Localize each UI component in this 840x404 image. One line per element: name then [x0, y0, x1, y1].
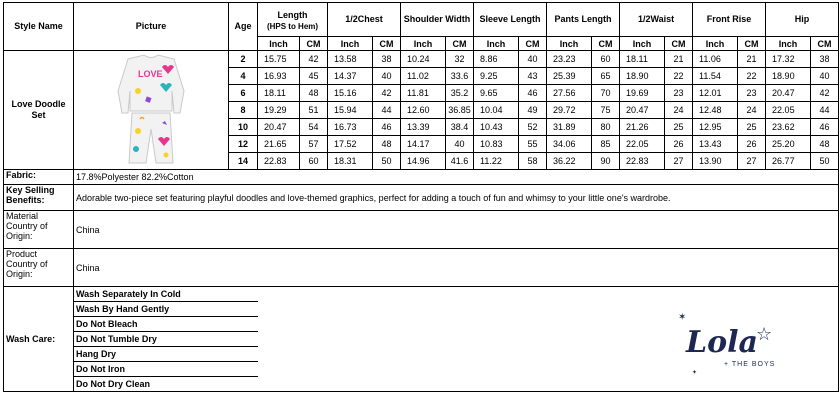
wash-item: Do Not Bleach	[74, 317, 258, 332]
header-hip: Hip	[766, 3, 839, 37]
value-cell: 22.05	[766, 102, 811, 119]
star-icon: ☆	[756, 324, 773, 345]
age-cell: 4	[229, 68, 258, 85]
value-cell: 48	[373, 136, 401, 153]
value-cell: 22.05	[620, 136, 665, 153]
value-cell: 9.65	[474, 85, 519, 102]
value-cell: 12.48	[693, 102, 738, 119]
value-cell: 23.62	[766, 119, 811, 136]
header-age: Age	[229, 3, 258, 51]
value-cell: 33.6	[446, 68, 474, 85]
header-picture: Picture	[74, 3, 229, 51]
unit-cm: CM	[811, 37, 839, 51]
value-cell: 27	[665, 153, 693, 170]
value-cell: 12.60	[401, 102, 446, 119]
value-cell: 85	[592, 136, 620, 153]
value-cell: 17.32	[766, 51, 811, 68]
wash-item: Wash Separately In Cold	[74, 287, 258, 302]
value-cell: 54	[300, 119, 328, 136]
value-cell: 18.90	[620, 68, 665, 85]
value-cell: 15.94	[328, 102, 373, 119]
value-cell: 57	[300, 136, 328, 153]
unit-inch: Inch	[258, 37, 300, 51]
value-cell: 18.90	[766, 68, 811, 85]
value-cell: 21.65	[258, 136, 300, 153]
value-cell: 20.47	[766, 85, 811, 102]
value-cell: 65	[592, 68, 620, 85]
value-cell: 8.86	[474, 51, 519, 68]
header-front-rise: Front Rise	[693, 3, 766, 37]
value-cell: 52	[519, 119, 547, 136]
value-cell: 11.54	[693, 68, 738, 85]
unit-inch: Inch	[620, 37, 665, 51]
value-cell: 18.31	[328, 153, 373, 170]
value-cell: 11.02	[401, 68, 446, 85]
brand-subtitle: + THE BOYS	[724, 361, 776, 368]
age-cell: 8	[229, 102, 258, 119]
doodle-outfit-image	[76, 51, 226, 169]
value-cell: 25	[665, 119, 693, 136]
value-cell: 11.81	[401, 85, 446, 102]
value-cell: 13.43	[693, 136, 738, 153]
value-cell: 36.85	[446, 102, 474, 119]
unit-cm: CM	[592, 37, 620, 51]
value-cell: 25	[738, 119, 766, 136]
value-cell: 36.22	[547, 153, 592, 170]
value-cell: 90	[592, 153, 620, 170]
product-picture	[74, 51, 229, 170]
value-cell: 50	[811, 153, 839, 170]
value-cell: 48	[300, 85, 328, 102]
value-cell: 35.2	[446, 85, 474, 102]
value-cell: 26	[738, 136, 766, 153]
unit-inch: Inch	[693, 37, 738, 51]
value-cell: 22.83	[620, 153, 665, 170]
value-cell: 43	[519, 68, 547, 85]
value-cell: 40	[811, 68, 839, 85]
value-cell: 26.77	[766, 153, 811, 170]
unit-inch: Inch	[474, 37, 519, 51]
value-cell: 22.83	[258, 153, 300, 170]
value-cell: 18.11	[258, 85, 300, 102]
value-cell: 51	[300, 102, 328, 119]
value-cell: 11.22	[474, 153, 519, 170]
unit-inch: Inch	[547, 37, 592, 51]
unit-cm: CM	[665, 37, 693, 51]
value-cell: 75	[592, 102, 620, 119]
unit-inch: Inch	[328, 37, 373, 51]
value-cell: 16.93	[258, 68, 300, 85]
value-cell: 20.47	[258, 119, 300, 136]
value-cell: 46	[811, 119, 839, 136]
value-cell: 14.17	[401, 136, 446, 153]
value-cell: 24	[665, 102, 693, 119]
value-cell: 10.83	[474, 136, 519, 153]
age-cell: 10	[229, 119, 258, 136]
value-cell: 27	[738, 153, 766, 170]
value-cell: 40	[519, 51, 547, 68]
header-sleeve-length: Sleeve Length	[474, 3, 547, 37]
value-cell: 18.11	[620, 51, 665, 68]
value-cell: 38.4	[446, 119, 474, 136]
fabric-label: Fabric:	[4, 170, 74, 185]
value-cell: 60	[300, 153, 328, 170]
fabric-value: 17.8%Polyester 82.2%Cotton	[74, 170, 839, 185]
lola-logo-graphic	[672, 310, 792, 380]
age-cell: 6	[229, 85, 258, 102]
value-cell: 23	[665, 85, 693, 102]
value-cell: 10.43	[474, 119, 519, 136]
wash-item: Hang Dry	[74, 347, 258, 362]
value-cell: 26	[665, 136, 693, 153]
value-cell: 31.89	[547, 119, 592, 136]
value-cell: 23	[738, 85, 766, 102]
header-half-waist: 1/2Waist	[620, 3, 693, 37]
value-cell: 44	[373, 102, 401, 119]
value-cell: 12.95	[693, 119, 738, 136]
value-cell: 13.58	[328, 51, 373, 68]
header-pants-length: Pants Length	[547, 3, 620, 37]
value-cell: 27.56	[547, 85, 592, 102]
value-cell: 80	[592, 119, 620, 136]
value-cell: 13.90	[693, 153, 738, 170]
value-cell: 25.39	[547, 68, 592, 85]
value-cell: 38	[811, 51, 839, 68]
value-cell: 40	[373, 68, 401, 85]
value-cell: 46	[519, 85, 547, 102]
value-cell: 14.37	[328, 68, 373, 85]
value-cell: 48	[811, 136, 839, 153]
value-cell: 49	[519, 102, 547, 119]
unit-cm: CM	[519, 37, 547, 51]
age-cell: 2	[229, 51, 258, 68]
value-cell: 20.47	[620, 102, 665, 119]
value-cell: 15.16	[328, 85, 373, 102]
value-cell: 32	[446, 51, 474, 68]
material-country-label: Material Country of Origin:	[4, 211, 74, 249]
product-country-label: Product Country of Origin:	[4, 249, 74, 287]
key-selling-benefits-label: Key Selling Benefits:	[4, 185, 74, 211]
header-shoulder-width: Shoulder Width	[401, 3, 474, 37]
value-cell: 10.04	[474, 102, 519, 119]
wash-item: Wash By Hand Gently	[74, 302, 258, 317]
material-country-value: China	[74, 211, 839, 249]
value-cell: 11.06	[693, 51, 738, 68]
value-cell: 21.26	[620, 119, 665, 136]
unit-inch: Inch	[401, 37, 446, 51]
value-cell: 19.29	[258, 102, 300, 119]
value-cell: 14.96	[401, 153, 446, 170]
table-row	[4, 51, 839, 68]
style-name: Love Doodle Set	[4, 51, 74, 170]
value-cell: 15.75	[258, 51, 300, 68]
age-cell: 14	[229, 153, 258, 170]
value-cell: 58	[519, 153, 547, 170]
unit-cm: CM	[300, 37, 328, 51]
value-cell: 44	[811, 102, 839, 119]
value-cell: 24	[738, 102, 766, 119]
value-cell: 34.06	[547, 136, 592, 153]
sparkle-icon: ✦	[692, 369, 698, 376]
header-length: Length (HPS to Hem)	[258, 3, 328, 37]
value-cell: 45	[300, 68, 328, 85]
value-cell: 42	[373, 85, 401, 102]
value-cell: 21	[738, 51, 766, 68]
unit-cm: CM	[738, 37, 766, 51]
value-cell: 23.23	[547, 51, 592, 68]
value-cell: 19.69	[620, 85, 665, 102]
value-cell: 12.01	[693, 85, 738, 102]
wash-care-label: Wash Care:	[4, 287, 74, 392]
value-cell: 29.72	[547, 102, 592, 119]
wash-item: Do Not Iron	[74, 362, 258, 377]
value-cell: 60	[592, 51, 620, 68]
value-cell: 25.20	[766, 136, 811, 153]
value-cell: 41.6	[446, 153, 474, 170]
value-cell: 55	[519, 136, 547, 153]
header-style-name: Style Name	[4, 3, 74, 51]
value-cell: 16.73	[328, 119, 373, 136]
brand-logo	[672, 310, 792, 380]
value-cell: 9.25	[474, 68, 519, 85]
wash-item: Do Not Tumble Dry	[74, 332, 258, 347]
brand-name: Lola	[686, 325, 758, 360]
unit-cm: CM	[446, 37, 474, 51]
sparkle-icon: ✶	[678, 312, 687, 323]
header-half-chest: 1/2Chest	[328, 3, 401, 37]
value-cell: 46	[373, 119, 401, 136]
unit-inch: Inch	[766, 37, 811, 51]
key-selling-benefits-value: Adorable two-piece set featuring playful doodles and love-themed graphics, perfect for adding a touch of fun and whimsy to your little one's wardrobe.	[74, 185, 839, 211]
value-cell: 13.39	[401, 119, 446, 136]
value-cell: 17.52	[328, 136, 373, 153]
value-cell: 42	[300, 51, 328, 68]
value-cell: 70	[592, 85, 620, 102]
product-country-value: China	[74, 249, 839, 287]
value-cell: 38	[373, 51, 401, 68]
unit-cm: CM	[373, 37, 401, 51]
wash-item: Do Not Dry Clean	[74, 377, 258, 392]
value-cell: 10.24	[401, 51, 446, 68]
value-cell: 50	[373, 153, 401, 170]
value-cell: 42	[811, 85, 839, 102]
value-cell: 22	[738, 68, 766, 85]
svg-text:LOVE: LOVE	[138, 69, 163, 79]
value-cell: 21	[665, 51, 693, 68]
value-cell: 40	[446, 136, 474, 153]
value-cell: 22	[665, 68, 693, 85]
age-cell: 12	[229, 136, 258, 153]
